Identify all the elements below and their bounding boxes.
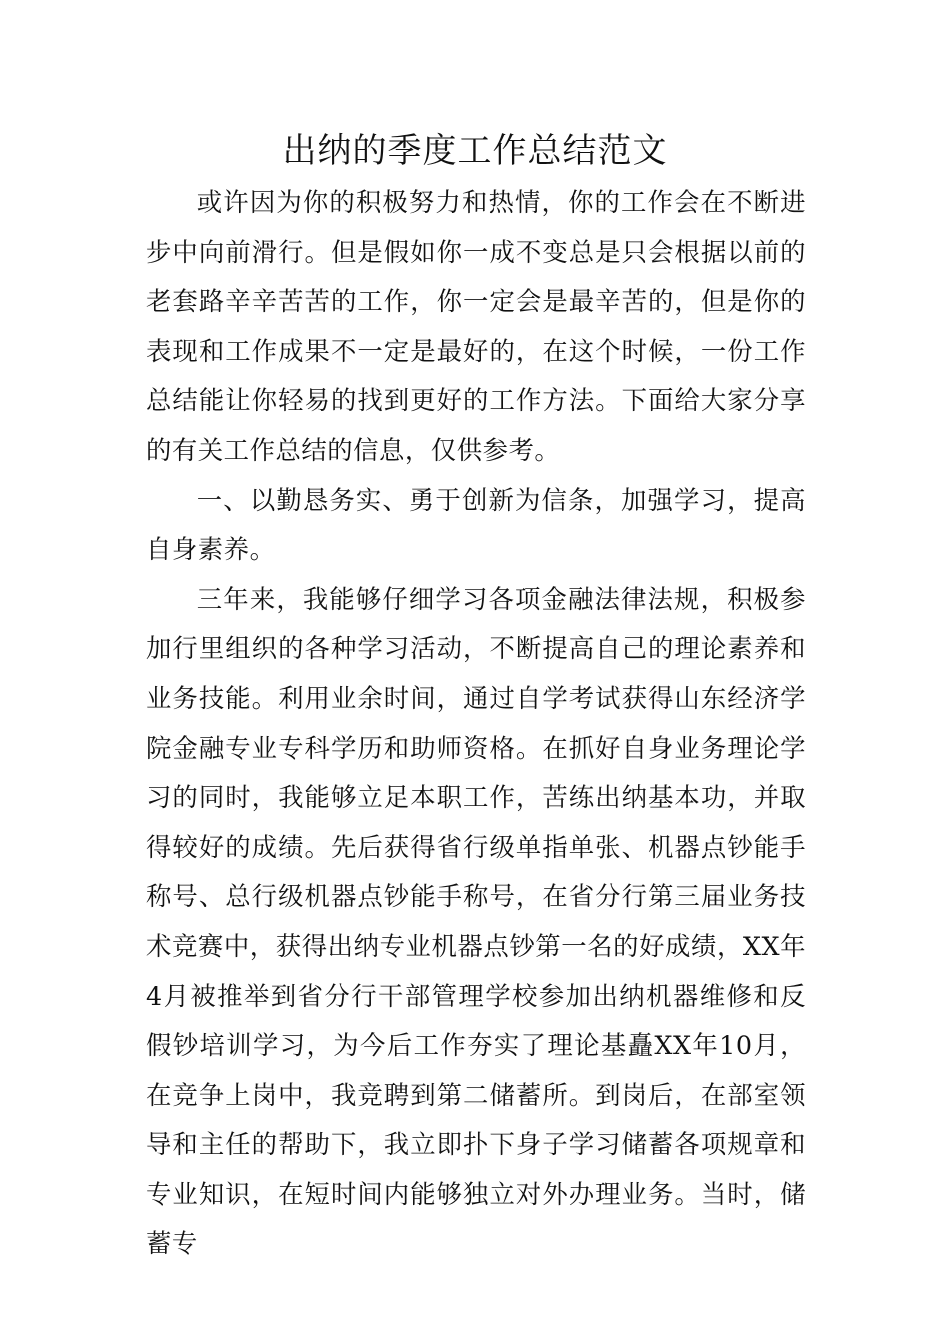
paragraph-intro: 或许因为你的积极努力和热情，你的工作会在不断进步中向前滑行。但是假如你一成不变总是只会根据以前的老套路辛辛苦苦的工作，你一定会是最辛苦的，但是你的表现和工作成果不一定是最好的，在这个时候，一份工作总结能让你轻易的找到更好的工作方法。下面给大家分享的有关工作总结的信息，仅供参考。 — [146, 187, 806, 465]
paragraph-section-heading: 一、以勤恳务实、勇于创新为信条，加强学习，提高自身素养。 — [146, 484, 806, 565]
paragraph-body: 三年来，我能够仔细学习各项金融法律法规，积极参加行里组织的各种学习活动，不断提高自己的理论素养和业务技能。利用业余时间，通过自学考试获得山东经济学院金融专业专科学历和助师资格。在抓好自身业务理论学习的同时，我能够立足本职工作，苦练出纳基本功，并取得较好的成绩。先后获得省行级单指单张、机器点钞能手称号、总行级机器点钞能手称号，在省分行第三届业务技术竞赛中，获得出纳专业机器点钞第一名的好成绩，XX年4月被推举到省分行干部管理学校参加出纳机器维修和反假钞培训学习，为今后工作夯实了理论基矗XX年10月，在竞争上岗中，我竞聘到第二储蓄所。到岗后，在部室领导和主任的帮助下，我立即扑下身子学习储蓄各项规章和专业知识，在短时间内能够独立对外办理业务。当时，储蓄专 — [146, 583, 806, 1259]
document-body — [146, 178, 806, 1269]
document-title: 出纳的季度工作总结范文 — [282, 131, 668, 171]
